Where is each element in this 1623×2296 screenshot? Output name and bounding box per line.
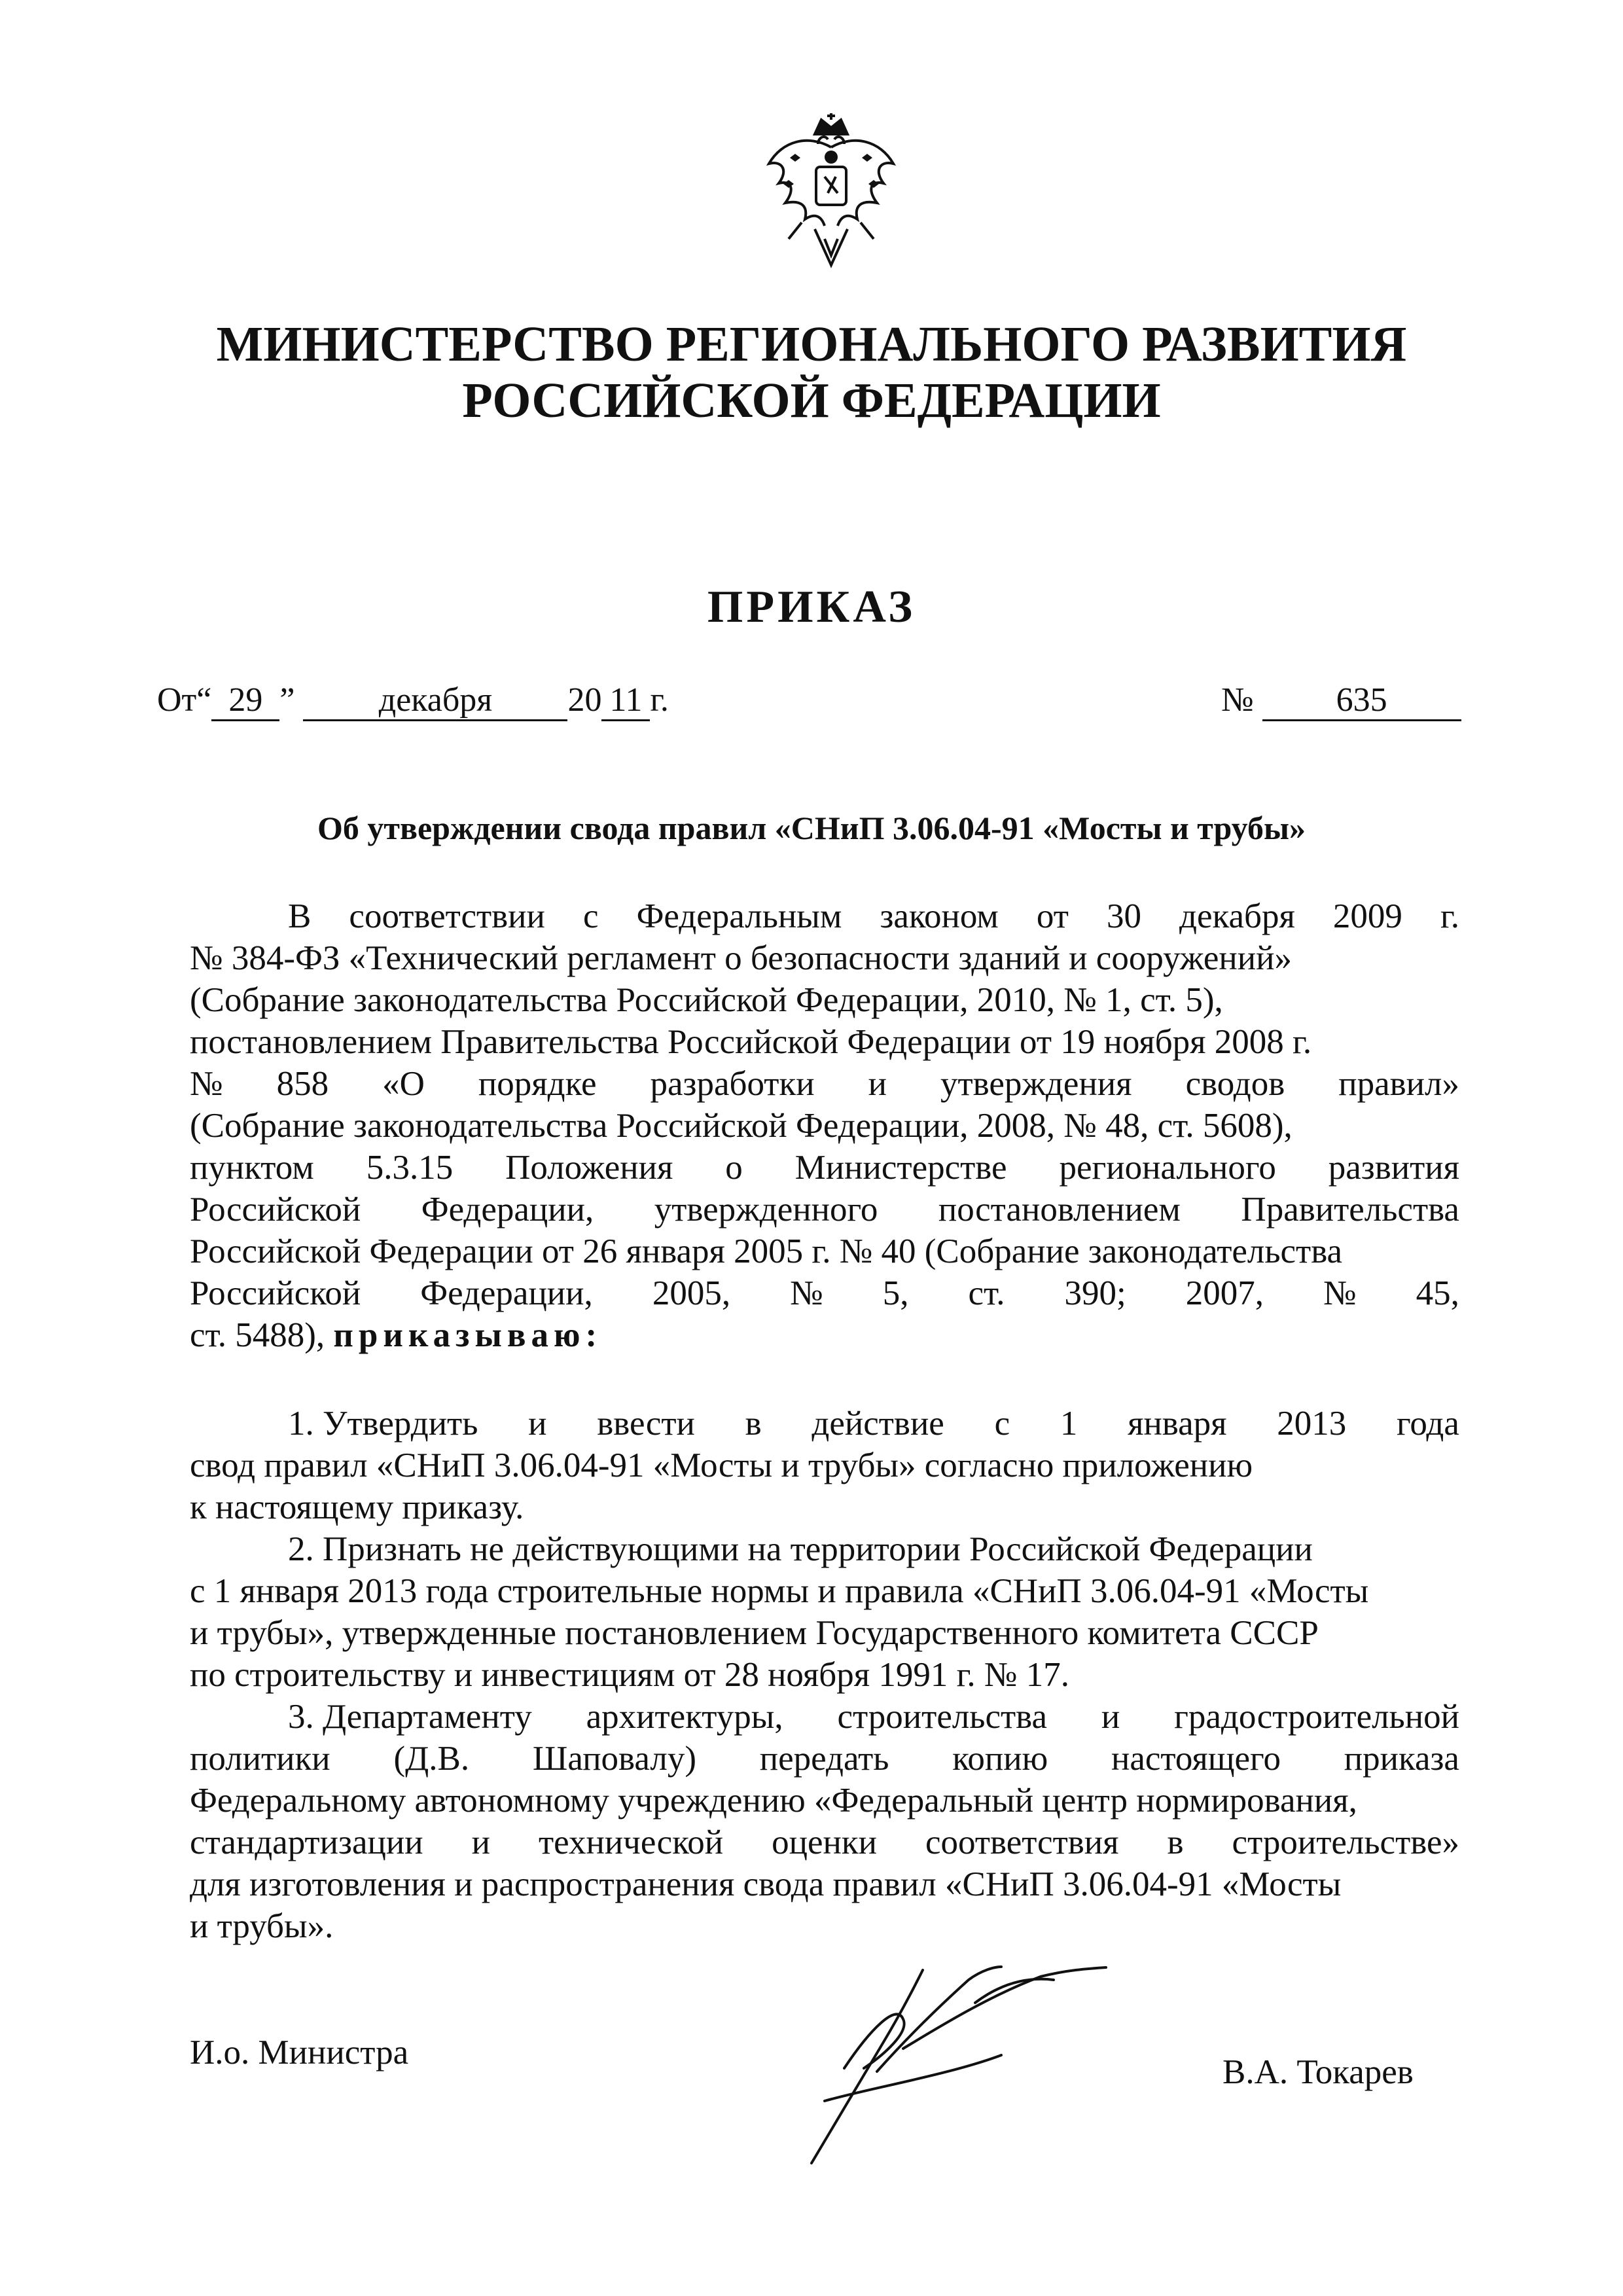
subject-heading: Об утверждении свода правил «СНиП 3.06.04-91 «Мосты и трубы» xyxy=(317,810,1306,846)
item-1-line: к настоящему приказу. xyxy=(190,1488,524,1526)
preamble-line: Российской Федерации, утвержденного постановлением Правительства xyxy=(190,1191,1459,1229)
item-3-line: и трубы». xyxy=(190,1907,334,1945)
document-type-title: ПРИКАЗ xyxy=(707,582,916,632)
signatory-name: В.А. Токарев xyxy=(1222,2053,1414,2091)
item-3-line: 3. Департаменту архитектуры, строительства и градостроительной xyxy=(288,1698,1459,1736)
preamble-line: Российской Федерации, 2005, № 5, ст. 390; 2007, № 45, xyxy=(190,1274,1459,1312)
date-prefix: От xyxy=(157,681,197,719)
preamble-line: (Собрание законодательства Российской Федерации, 2010, № 1, ст. 5), xyxy=(190,981,1223,1019)
item-3-line: Федеральному автономному учреждению «Федеральный центр нормирования, xyxy=(190,1782,1357,1820)
item-3-line: политики (Д.В. Шаповалу) передать копию настоящего приказа xyxy=(190,1740,1459,1778)
item-2-line: с 1 января 2013 года строительные нормы и правила «СНиП 3.06.04-91 «Мосты xyxy=(190,1572,1369,1610)
date-day: 29 xyxy=(211,681,279,721)
number-value: 635 xyxy=(1262,681,1461,721)
item-1-line: 1. Утвердить и ввести в действие с 1 января 2013 года xyxy=(288,1405,1459,1443)
document-number xyxy=(1221,681,1461,721)
number-sign: № xyxy=(1221,681,1254,719)
date-year-suffix: 11 xyxy=(601,681,650,721)
date-year-prefix: 20 xyxy=(567,681,602,719)
orders-word: приказываю: xyxy=(333,1316,603,1354)
date-line xyxy=(157,681,669,721)
date-close-quote: ” xyxy=(279,681,295,719)
date-year-abbr: г. xyxy=(650,681,669,719)
preamble-line: постановлением Правительства Российской Федерации от 19 ноября 2008 г. xyxy=(190,1023,1312,1061)
preamble-line xyxy=(190,1314,1459,1356)
preamble-line: № 384-ФЗ «Технический регламент о безопасности зданий и сооружений» xyxy=(190,939,1292,977)
preamble-line: (Собрание законодательства Российской Федерации, 2008, № 48, ст. 5608), xyxy=(190,1107,1293,1145)
preamble-line: пунктом 5.3.15 Положения о Министерстве регионального развития xyxy=(190,1149,1459,1187)
item-1-line: свод правил «СНиП 3.06.04-91 «Мосты и трубы» согласно приложению xyxy=(190,1446,1253,1484)
handwritten-signature xyxy=(805,1957,1119,2166)
date-month: декабря xyxy=(303,681,567,721)
item-3-line: стандартизации и технической оценки соответствия в строительстве» xyxy=(190,1823,1459,1861)
item-2-line: и трубы», утвержденные постановлением Государственного комитета СССР xyxy=(190,1614,1319,1652)
item-2-line: по строительству и инвестициям от 28 ноября 1991 г. № 17. xyxy=(190,1656,1069,1694)
date-open-quote: “ xyxy=(196,681,212,719)
signatory-position: И.о. Министра xyxy=(190,2034,409,2072)
preamble-line: № 858 «О порядке разработки и утверждения сводов правил» xyxy=(190,1065,1459,1103)
preamble-line: Российской Федерации от 26 января 2005 г. № 40 (Собрание законодательства xyxy=(190,1232,1343,1270)
preamble-end-text: ст. 5488), xyxy=(190,1316,325,1354)
coat-of-arms-emblem xyxy=(762,108,900,278)
item-3-line: для изготовления и распространения свода правил «СНиП 3.06.04-91 «Мосты xyxy=(190,1865,1342,1903)
ministry-title-line1: МИНИСТЕРСТВО РЕГИОНАЛЬНОГО РАЗВИТИЯ xyxy=(216,317,1407,372)
item-2-line: 2. Признать не действующими на территории Российской Федерации xyxy=(288,1530,1313,1568)
ministry-title-line2: РОССИЙСКОЙ ФЕДЕРАЦИИ xyxy=(462,373,1161,428)
preamble-line: В соответствии с Федеральным законом от 30 декабря 2009 г. xyxy=(288,897,1459,935)
